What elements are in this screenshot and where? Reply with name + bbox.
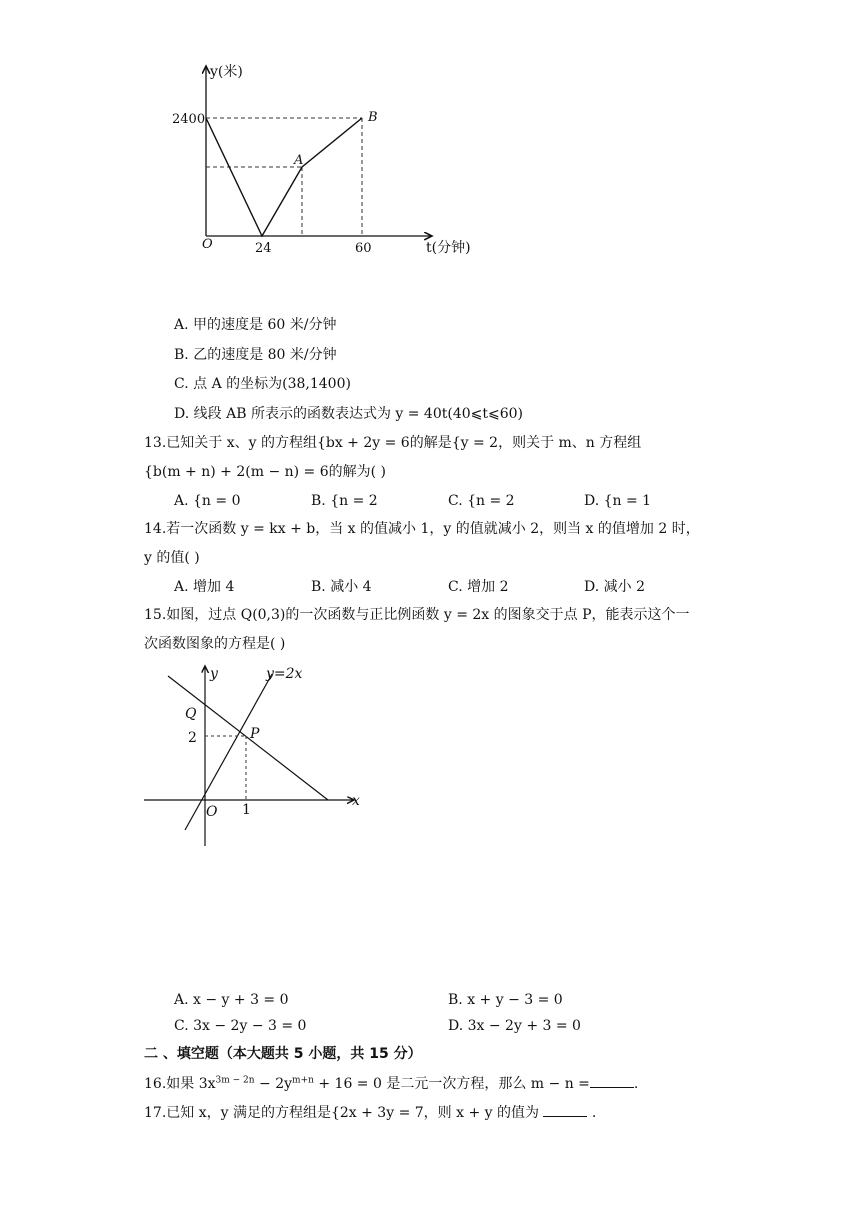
graph1-x-label: t(分钟) bbox=[426, 240, 471, 256]
distance-line bbox=[206, 118, 362, 236]
q16-exponent-2: m+n bbox=[292, 1075, 314, 1086]
q15-option-a: A. x − y + 3 = 0 bbox=[174, 992, 289, 1008]
graph1-y-tick: 2400 bbox=[172, 112, 206, 127]
q16-answer-blank[interactable] bbox=[590, 1073, 634, 1088]
graph1-y-label: y(米) bbox=[210, 64, 243, 80]
q13-option-b: B. {n = 2 bbox=[311, 493, 378, 509]
q13-stem-line2: {b(m + n) + 2(m − n) = 6的解为( ) bbox=[144, 464, 387, 480]
q12-option-a: A. 甲的速度是 60 米/分钟 bbox=[174, 317, 337, 333]
q14-stem-line2: y 的值( ) bbox=[144, 550, 200, 566]
q13-option-a: A. {n = 0 bbox=[174, 493, 241, 509]
q14-option-b: B. 减小 4 bbox=[311, 579, 372, 595]
graph1-point-b: B bbox=[368, 110, 378, 125]
q15-stem-line2: 次函数图象的方程是( ) bbox=[144, 636, 286, 652]
q16-stem: 16.如果 $3x^{3m - 2n} - 2y^{m+n} + 16 = 0$ 是二元一次方程，那么 m − n = . bbox=[144, 1073, 638, 1094]
distance-time-graph bbox=[170, 60, 490, 260]
graph2-origin: O bbox=[206, 804, 218, 820]
q14-option-d: D. 减小 2 bbox=[584, 579, 645, 595]
graph1-x-tick-24: 24 bbox=[255, 241, 272, 256]
q12-option-b: B. 乙的速度是 80 米/分钟 bbox=[174, 347, 337, 363]
q15-option-d: D. 3x − 2y + 3 = 0 bbox=[448, 1018, 581, 1034]
q14-stem-line1: 14.若一次函数 y = kx + b，当 x 的值减小 1，y 的值就减小 2，则当 x 的值增加 2 时， bbox=[144, 521, 700, 537]
q13-option-c: C. {n = 2 bbox=[448, 493, 515, 509]
graph2-point-p: P bbox=[250, 726, 260, 742]
graph2-x-label: x bbox=[352, 793, 360, 809]
graph1-point-a: A bbox=[294, 153, 304, 168]
graph1-x-tick-60: 60 bbox=[355, 241, 372, 256]
q15-option-b: B. x + y − 3 = 0 bbox=[448, 992, 563, 1008]
q16-exponent-1: 3m − 2n bbox=[215, 1075, 255, 1086]
q17-answer-blank[interactable] bbox=[543, 1102, 587, 1117]
graph2-y-tick: 2 bbox=[188, 730, 197, 746]
q13-option-d: D. {n = 1 bbox=[584, 493, 652, 509]
linear-function-graph bbox=[140, 660, 370, 850]
q12-option-c: C. 点 A 的坐标为(38,1400) bbox=[174, 376, 351, 392]
q14-option-a: A. 增加 4 bbox=[174, 579, 235, 595]
section-fill-in-title: 二 、填空题（本大题共 5 小题，共 15 分） bbox=[144, 1046, 422, 1062]
graph2-x-tick: 1 bbox=[242, 802, 251, 818]
q15-stem-line1: 15.如图，过点 Q(0,3)的一次函数与正比例函数 y = 2x 的图象交于点 P，能表示这个一 bbox=[144, 607, 690, 623]
graph2-y-label: y bbox=[210, 666, 218, 682]
q17-stem: 17.已知 x，y 满足的方程组是{2x + 3y = 7，则 x + y 的值为 . bbox=[144, 1102, 596, 1123]
q15-option-c: C. 3x − 2y − 3 = 0 bbox=[174, 1018, 307, 1034]
q13-stem-line1: 13.已知关于 x、y 的方程组{bx + 2y = 6的解是{y = 2，则关于 m、n 方程组 bbox=[144, 435, 642, 451]
q14-option-c: C. 增加 2 bbox=[448, 579, 509, 595]
graph2-line-label: y=2x bbox=[266, 666, 303, 682]
graph1-origin: O bbox=[202, 237, 213, 252]
graph2-point-q: Q bbox=[185, 706, 197, 722]
line-y-2x bbox=[185, 674, 272, 830]
q12-option-d: D. 线段 AB 所表示的函数表达式为 y = 40t(40⩽t⩽60) bbox=[174, 406, 524, 422]
